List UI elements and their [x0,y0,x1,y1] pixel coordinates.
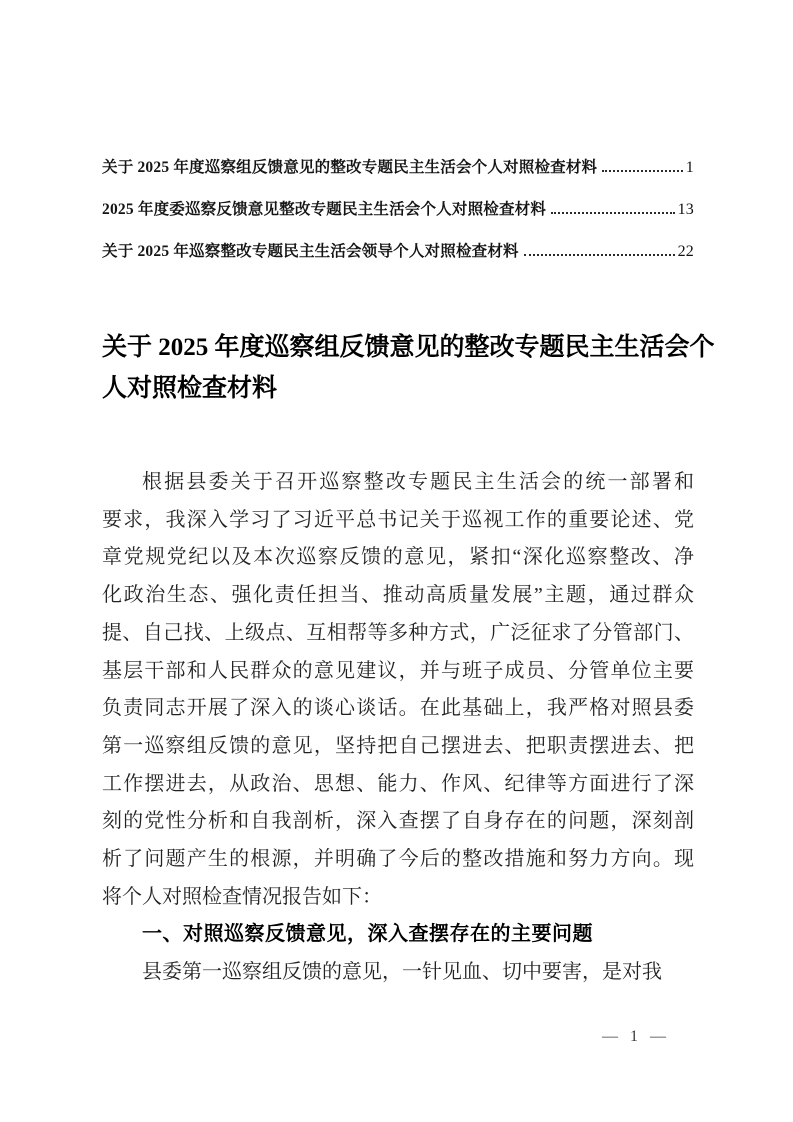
toc-entry-title: 关于 2025 年巡察整改专题民主生活会领导个人对照检查材料 [102,243,519,260]
body-line: 将个人对照检查情况报告如下： [102,885,382,908]
body-line: 县委第一巡察组反馈的意见，一针见血、切中要害，是对我 [142,961,662,984]
document-title-line: 关于 2025 年度巡察组反馈意见的整改专题民主生活会个 [102,334,715,361]
toc-entry-page-number: 22 [677,243,694,260]
body-line: 刻的党性分析和自我剖析，深入查摆了自身存在的问题，深刻剖 [102,810,694,833]
body-line: 第一巡察组反馈的意见，坚持把自己摆进去、把职责摆进去、把 [102,734,694,757]
body-line: 根据县委关于召开巡察整改专题民主生活会的统一部署和 [142,471,694,493]
toc-entry [102,189,694,231]
document-body [102,464,694,992]
body-line: 负责同志开展了深入的谈心谈话。在此基础上，我严格对照县委 [102,697,694,720]
dotted-leader [602,170,683,172]
body-line: 章党规党纪以及本次巡察反馈的意见，紧扣“深化巡察整改、净 [102,546,694,569]
body-line: 工作摆进去，从政治、思想、能力、作风、纪律等方面进行了深 [102,772,694,795]
page-number: — 1 — [602,1028,667,1045]
table-of-contents [102,147,694,273]
body-line: 析了问题产生的根源，并明确了今后的整改措施和努力方向。现 [102,848,694,871]
toc-entry [102,231,694,273]
body-line: 化政治生态、强化责任担当、推动高质量发展”主题，通过群众 [102,584,694,607]
toc-entry-title: 关于 2025 年度巡察组反馈意见的整改专题民主生活会个人对照检查材料 [102,159,598,176]
toc-entry-title: 2025 年度委巡察反馈意见整改专题民主生活会个人对照检查材料 [102,201,547,218]
toc-entry-page-number: 13 [677,201,694,218]
section-heading: 一、对照巡察反馈意见，深入查摆存在的主要问题 [142,923,593,946]
body-line: 要求，我深入学习了习近平总书记关于巡视工作的重要论述、党 [102,508,694,531]
toc-entry-page-number: 1 [685,159,694,176]
document-title-line: 人对照检查材料 [102,375,278,402]
body-line: 基层干部和人民群众的意见建议，并与班子成员、分管单位主要 [102,659,694,682]
dotted-leader [551,212,675,214]
dotted-leader [524,254,675,256]
body-line: 提、自己找、上级点、互相帮等多种方式，广泛征求了分管部门、 [102,621,694,644]
document-title [102,327,715,409]
toc-entry [102,147,694,189]
